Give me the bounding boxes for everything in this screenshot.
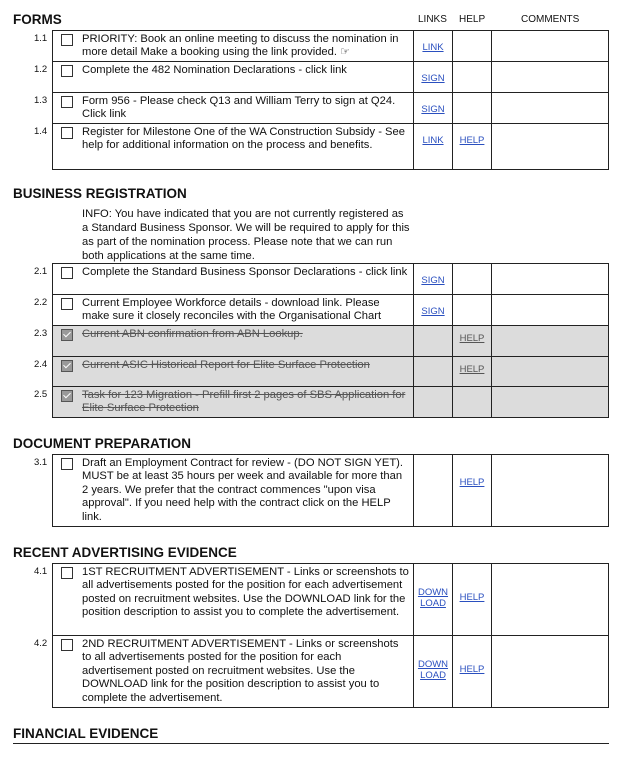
comment-cell[interactable] <box>492 455 609 527</box>
task-text: Current ABN confirmation from ABN Lookup. <box>82 328 303 340</box>
business-table <box>34 263 609 418</box>
task-text: Task for 123 Migration - Prefill first 2 pages of SBS Application for Elite Surface Protection <box>82 389 406 415</box>
task-text: Current ASIC Historical Report for Elite Surface Protection <box>82 359 370 371</box>
task-text: Complete the Standard Business Sponsor Declarations - click link <box>82 266 408 278</box>
task-number: 2.2 <box>34 297 48 308</box>
help-link[interactable]: HELP <box>459 364 485 375</box>
section-title-document-preparation: DOCUMENT PREPARATION <box>13 436 191 451</box>
comment-cell[interactable] <box>492 123 609 169</box>
download-link-line2: LOAD <box>420 598 446 609</box>
task-row-completed <box>53 326 609 357</box>
task-checkbox-checked[interactable] <box>61 360 73 372</box>
task-checkbox[interactable] <box>61 96 73 108</box>
business-info-text: INFO: You have indicated that you are not currently registered as a Standard Business Sponsor. We will be required to apply for this as part of the nomination process. Please note that we can run both applications at the same time. <box>82 208 410 262</box>
forms-table <box>34 30 609 170</box>
task-row <box>53 564 609 636</box>
section-divider <box>13 743 609 744</box>
task-number: 2.4 <box>34 359 48 370</box>
task-number: 3.1 <box>34 457 48 468</box>
task-row <box>53 62 609 93</box>
advertising-table <box>34 563 609 708</box>
task-text: 2ND RECRUITMENT ADVERTISEMENT - Links or screenshots to all advertisements posted for the position for each advertisement posted on recruitment websites. Use the DOWNLOAD link for the position description to assist you to complete the advertisement. <box>82 638 399 704</box>
task-number: 1.2 <box>34 64 48 75</box>
task-text: Draft an Employment Contract for review - (DO NOT SIGN YET). MUST be at least 35 hours per week and available for more than 2 years. We prefer that the contract commences "upon visa approval". If you need help with the contract click on the HELP link. <box>82 457 403 523</box>
task-number: 1.4 <box>34 125 48 137</box>
comment-cell[interactable] <box>492 387 609 418</box>
task-text: PRIORITY: Book an online meeting to discuss the nomination in more detail Make a booking using the link provided. ☞ <box>82 33 399 59</box>
help-link[interactable]: HELP <box>459 592 485 603</box>
task-checkbox[interactable] <box>61 639 73 651</box>
links-column-header: LINKS <box>418 14 447 25</box>
task-number: 2.5 <box>34 389 48 400</box>
sign-link[interactable]: SIGN <box>421 73 445 84</box>
help-link[interactable]: HELP <box>459 477 485 488</box>
comment-cell[interactable] <box>492 564 609 636</box>
task-number: 1.1 <box>34 33 48 44</box>
task-checkbox[interactable] <box>61 34 73 46</box>
task-row-completed <box>53 357 609 387</box>
task-text: Complete the 482 Nomination Declarations - click link <box>82 64 347 76</box>
document-table <box>34 454 609 527</box>
task-checkbox[interactable] <box>61 65 73 77</box>
sign-link[interactable]: SIGN <box>421 104 445 115</box>
task-text: Register for Milestone One of the WA Construction Subsidy - See help for additional information on the process and benefits. <box>82 125 405 152</box>
task-row <box>53 123 609 169</box>
task-number: 1.3 <box>34 95 48 106</box>
task-row <box>53 264 609 295</box>
comment-cell[interactable] <box>492 62 609 93</box>
section-title-recent-advertising-evidence: RECENT ADVERTISING EVIDENCE <box>13 545 237 560</box>
task-row <box>53 636 609 708</box>
help-link[interactable]: HELP <box>459 333 485 344</box>
task-text: Current Employee Workforce details - download link. Please make sure it closely reconciles with the Organisational Chart <box>82 297 382 323</box>
task-number: 4.2 <box>34 638 48 649</box>
comment-cell[interactable] <box>492 93 609 124</box>
help-link[interactable]: HELP <box>459 664 485 675</box>
download-link[interactable] <box>414 564 452 609</box>
comment-cell[interactable] <box>492 636 609 708</box>
download-link[interactable] <box>414 636 452 681</box>
comment-cell[interactable] <box>492 326 609 357</box>
section-title-business-registration: BUSINESS REGISTRATION <box>13 186 187 201</box>
task-checkbox-checked[interactable] <box>61 390 73 402</box>
help-column-header: HELP <box>459 14 486 25</box>
task-number: 2.1 <box>34 266 48 277</box>
section-title-financial-evidence: FINANCIAL EVIDENCE <box>13 726 159 741</box>
task-number: 2.3 <box>34 328 48 339</box>
link-button[interactable]: LINK <box>422 42 444 53</box>
task-checkbox[interactable] <box>61 567 73 579</box>
help-link[interactable]: HELP <box>459 134 485 146</box>
comment-cell[interactable] <box>492 31 609 62</box>
comments-column-header: COMMENTS <box>521 14 580 25</box>
download-link-line2: LOAD <box>420 670 446 681</box>
download-link-line1: DOWN <box>417 659 449 670</box>
task-checkbox-checked[interactable] <box>61 329 73 341</box>
task-text: 1ST RECRUITMENT ADVERTISEMENT - Links or screenshots to all advertisements posted for the position for each advertisement posted on recruitment websites. Use the DOWNLOAD link for the position description to assist you to complete the advertisement. <box>82 566 409 619</box>
sign-link[interactable]: SIGN <box>421 275 445 286</box>
task-row <box>53 295 609 326</box>
download-link-line1: DOWN <box>417 587 449 598</box>
comment-cell[interactable] <box>492 295 609 326</box>
task-checkbox[interactable] <box>61 127 73 139</box>
link-button[interactable]: LINK <box>422 134 444 146</box>
comment-cell[interactable] <box>492 264 609 295</box>
task-checkbox[interactable] <box>61 458 73 470</box>
task-checkbox[interactable] <box>61 298 73 310</box>
comment-cell[interactable] <box>492 357 609 387</box>
sign-link[interactable]: SIGN <box>421 306 445 317</box>
task-row <box>53 31 609 62</box>
task-row <box>53 455 609 527</box>
task-row-completed <box>53 387 609 418</box>
section-title-forms: FORMS <box>13 12 62 27</box>
task-number: 4.1 <box>34 566 48 577</box>
task-text: Form 956 - Please check Q13 and William Terry to sign at Q24. Click link <box>82 95 396 121</box>
task-checkbox[interactable] <box>61 267 73 279</box>
task-row <box>53 93 609 124</box>
